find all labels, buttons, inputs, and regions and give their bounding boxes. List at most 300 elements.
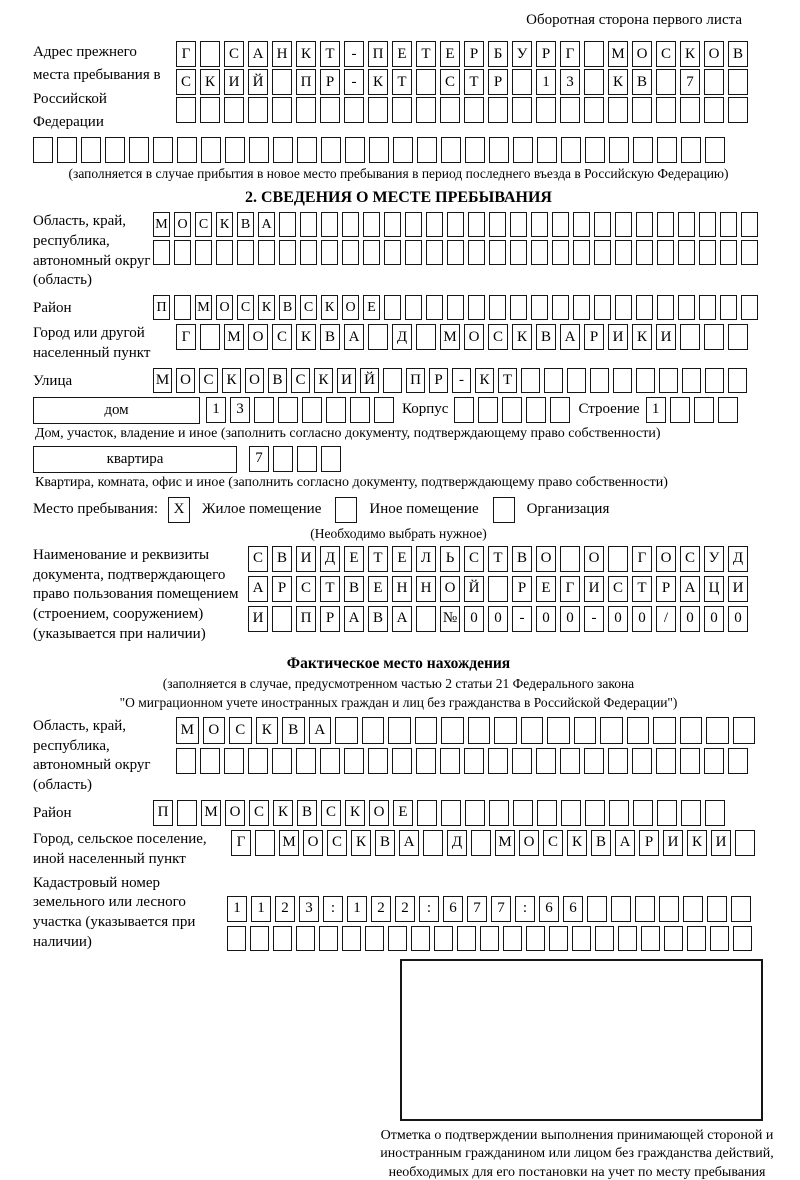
char-cell[interactable] bbox=[513, 137, 533, 163]
char-cell[interactable] bbox=[441, 717, 464, 744]
char-cell[interactable]: С bbox=[656, 41, 676, 67]
char-cell[interactable] bbox=[350, 397, 370, 423]
char-cell[interactable]: А bbox=[248, 41, 268, 67]
char-cell[interactable]: Е bbox=[392, 41, 412, 67]
char-cell[interactable] bbox=[656, 97, 676, 123]
char-cell[interactable] bbox=[567, 368, 586, 393]
char-cell[interactable]: В bbox=[282, 717, 305, 744]
char-cell[interactable]: Н bbox=[392, 576, 412, 602]
char-cell[interactable] bbox=[531, 212, 548, 237]
char-cell[interactable]: С bbox=[229, 717, 252, 744]
char-cell[interactable]: Ц bbox=[704, 576, 724, 602]
char-cell[interactable] bbox=[465, 137, 485, 163]
char-cell[interactable]: Н bbox=[416, 576, 436, 602]
char-cell[interactable] bbox=[416, 97, 436, 123]
char-cell[interactable]: В bbox=[268, 368, 287, 393]
char-cell[interactable] bbox=[585, 800, 605, 826]
char-cell[interactable]: О bbox=[203, 717, 226, 744]
char-cell[interactable] bbox=[296, 97, 316, 123]
char-cell[interactable] bbox=[733, 717, 756, 744]
char-cell[interactable] bbox=[345, 137, 365, 163]
char-cell[interactable] bbox=[615, 212, 632, 237]
char-cell[interactable]: С bbox=[488, 324, 508, 350]
char-cell[interactable]: Д bbox=[320, 546, 340, 572]
char-cell[interactable] bbox=[704, 69, 724, 95]
char-cell[interactable]: О bbox=[584, 546, 604, 572]
char-cell[interactable]: К bbox=[216, 212, 233, 237]
char-cell[interactable] bbox=[417, 137, 437, 163]
char-cell[interactable]: - bbox=[344, 41, 364, 67]
house-type-box[interactable]: дом bbox=[33, 397, 200, 424]
char-cell[interactable]: Й bbox=[360, 368, 379, 393]
char-cell[interactable]: О bbox=[632, 41, 652, 67]
char-cell[interactable]: 0 bbox=[632, 606, 652, 632]
char-cell[interactable]: 0 bbox=[464, 606, 484, 632]
char-cell[interactable]: С bbox=[464, 546, 484, 572]
char-cell[interactable]: И bbox=[584, 576, 604, 602]
char-cell[interactable] bbox=[657, 137, 677, 163]
char-cell[interactable]: О bbox=[216, 295, 233, 320]
char-cell[interactable] bbox=[694, 397, 714, 423]
char-cell[interactable]: 2 bbox=[395, 896, 415, 922]
char-cell[interactable] bbox=[521, 717, 544, 744]
char-cell[interactable]: К bbox=[296, 324, 316, 350]
char-cell[interactable] bbox=[636, 368, 655, 393]
char-cell[interactable]: С bbox=[195, 212, 212, 237]
char-cell[interactable] bbox=[426, 240, 443, 265]
char-cell[interactable] bbox=[636, 240, 653, 265]
char-cell[interactable]: 1 bbox=[227, 896, 247, 922]
char-cell[interactable] bbox=[657, 800, 677, 826]
char-cell[interactable] bbox=[368, 748, 388, 774]
char-cell[interactable]: 3 bbox=[560, 69, 580, 95]
char-cell[interactable] bbox=[618, 926, 637, 951]
char-cell[interactable] bbox=[706, 717, 729, 744]
char-cell[interactable] bbox=[664, 926, 683, 951]
char-cell[interactable] bbox=[57, 137, 77, 163]
char-cell[interactable]: В bbox=[512, 546, 532, 572]
char-cell[interactable]: П bbox=[153, 800, 173, 826]
char-cell[interactable] bbox=[526, 926, 545, 951]
char-cell[interactable]: С bbox=[237, 295, 254, 320]
char-cell[interactable] bbox=[426, 295, 443, 320]
char-cell[interactable]: 1 bbox=[347, 896, 367, 922]
char-cell[interactable] bbox=[552, 240, 569, 265]
char-cell[interactable] bbox=[342, 926, 361, 951]
char-cell[interactable] bbox=[344, 748, 364, 774]
char-cell[interactable] bbox=[488, 748, 508, 774]
char-cell[interactable] bbox=[468, 240, 485, 265]
char-cell[interactable] bbox=[682, 368, 701, 393]
char-cell[interactable] bbox=[550, 397, 570, 423]
char-cell[interactable]: Т bbox=[320, 576, 340, 602]
char-cell[interactable] bbox=[273, 446, 293, 472]
char-cell[interactable]: Д bbox=[447, 830, 467, 856]
char-cell[interactable]: Г bbox=[560, 576, 580, 602]
char-cell[interactable] bbox=[584, 748, 604, 774]
char-cell[interactable] bbox=[200, 324, 220, 350]
char-cell[interactable] bbox=[632, 748, 652, 774]
char-cell[interactable]: О bbox=[369, 800, 389, 826]
char-cell[interactable] bbox=[735, 830, 755, 856]
char-cell[interactable]: А bbox=[615, 830, 635, 856]
stay-type-checkbox-organization[interactable] bbox=[493, 497, 515, 523]
char-cell[interactable]: Р bbox=[320, 69, 340, 95]
char-cell[interactable]: 7 bbox=[680, 69, 700, 95]
char-cell[interactable]: О bbox=[464, 324, 484, 350]
char-cell[interactable] bbox=[632, 97, 652, 123]
char-cell[interactable]: А bbox=[309, 717, 332, 744]
char-cell[interactable]: 0 bbox=[728, 606, 748, 632]
char-cell[interactable] bbox=[195, 240, 212, 265]
char-cell[interactable] bbox=[153, 137, 173, 163]
char-cell[interactable]: К bbox=[314, 368, 333, 393]
char-cell[interactable]: 2 bbox=[275, 896, 295, 922]
char-cell[interactable] bbox=[423, 830, 443, 856]
char-cell[interactable] bbox=[363, 240, 380, 265]
char-cell[interactable] bbox=[720, 212, 737, 237]
char-cell[interactable] bbox=[296, 748, 316, 774]
char-cell[interactable]: 7 bbox=[491, 896, 511, 922]
char-cell[interactable]: С bbox=[291, 368, 310, 393]
char-cell[interactable]: / bbox=[656, 606, 676, 632]
char-cell[interactable]: Р bbox=[656, 576, 676, 602]
char-cell[interactable] bbox=[609, 800, 629, 826]
char-cell[interactable] bbox=[687, 926, 706, 951]
char-cell[interactable]: А bbox=[248, 576, 268, 602]
char-cell[interactable] bbox=[33, 137, 53, 163]
char-cell[interactable]: К bbox=[351, 830, 371, 856]
char-cell[interactable]: Р bbox=[488, 69, 508, 95]
char-cell[interactable] bbox=[225, 137, 245, 163]
char-cell[interactable]: О bbox=[342, 295, 359, 320]
char-cell[interactable] bbox=[224, 97, 244, 123]
char-cell[interactable]: 0 bbox=[560, 606, 580, 632]
char-cell[interactable] bbox=[489, 212, 506, 237]
char-cell[interactable]: 1 bbox=[646, 397, 666, 423]
char-cell[interactable] bbox=[728, 748, 748, 774]
char-cell[interactable] bbox=[560, 748, 580, 774]
char-cell[interactable]: К bbox=[608, 69, 628, 95]
char-cell[interactable]: О bbox=[704, 41, 724, 67]
char-cell[interactable] bbox=[537, 137, 557, 163]
char-cell[interactable]: 0 bbox=[536, 606, 556, 632]
char-cell[interactable] bbox=[272, 97, 292, 123]
char-cell[interactable] bbox=[300, 212, 317, 237]
char-cell[interactable] bbox=[374, 397, 394, 423]
char-cell[interactable] bbox=[608, 748, 628, 774]
char-cell[interactable] bbox=[718, 397, 738, 423]
char-cell[interactable]: В bbox=[297, 800, 317, 826]
char-cell[interactable] bbox=[326, 397, 346, 423]
char-cell[interactable] bbox=[227, 926, 246, 951]
char-cell[interactable] bbox=[457, 926, 476, 951]
char-cell[interactable]: Д bbox=[392, 324, 412, 350]
char-cell[interactable] bbox=[595, 926, 614, 951]
char-cell[interactable]: П bbox=[368, 41, 388, 67]
char-cell[interactable]: 3 bbox=[230, 397, 250, 423]
apartment-type-box[interactable]: квартира bbox=[33, 446, 237, 473]
char-cell[interactable] bbox=[681, 137, 701, 163]
char-cell[interactable]: 6 bbox=[563, 896, 583, 922]
char-cell[interactable] bbox=[153, 240, 170, 265]
char-cell[interactable] bbox=[573, 295, 590, 320]
char-cell[interactable]: Е bbox=[392, 546, 412, 572]
char-cell[interactable]: И bbox=[296, 546, 316, 572]
char-cell[interactable]: К bbox=[632, 324, 652, 350]
char-cell[interactable] bbox=[368, 324, 388, 350]
char-cell[interactable] bbox=[258, 240, 275, 265]
char-cell[interactable]: С bbox=[440, 69, 460, 95]
char-cell[interactable]: В bbox=[279, 295, 296, 320]
char-cell[interactable]: Й bbox=[248, 69, 268, 95]
char-cell[interactable]: И bbox=[224, 69, 244, 95]
char-cell[interactable] bbox=[129, 137, 149, 163]
char-cell[interactable] bbox=[384, 295, 401, 320]
char-cell[interactable] bbox=[365, 926, 384, 951]
char-cell[interactable] bbox=[489, 137, 509, 163]
char-cell[interactable] bbox=[297, 446, 317, 472]
char-cell[interactable] bbox=[636, 212, 653, 237]
char-cell[interactable]: 0 bbox=[488, 606, 508, 632]
char-cell[interactable] bbox=[471, 830, 491, 856]
char-cell[interactable] bbox=[741, 212, 758, 237]
char-cell[interactable] bbox=[728, 324, 748, 350]
char-cell[interactable] bbox=[594, 295, 611, 320]
char-cell[interactable]: О bbox=[656, 546, 676, 572]
char-cell[interactable] bbox=[441, 137, 461, 163]
char-cell[interactable] bbox=[584, 41, 604, 67]
char-cell[interactable] bbox=[699, 295, 716, 320]
char-cell[interactable] bbox=[704, 97, 724, 123]
char-cell[interactable]: 1 bbox=[536, 69, 556, 95]
char-cell[interactable] bbox=[405, 295, 422, 320]
char-cell[interactable] bbox=[342, 240, 359, 265]
char-cell[interactable]: - bbox=[452, 368, 471, 393]
char-cell[interactable]: А bbox=[560, 324, 580, 350]
char-cell[interactable] bbox=[362, 717, 385, 744]
char-cell[interactable]: 7 bbox=[249, 446, 269, 472]
char-cell[interactable] bbox=[200, 41, 220, 67]
char-cell[interactable] bbox=[641, 926, 660, 951]
char-cell[interactable] bbox=[657, 295, 674, 320]
char-cell[interactable]: Д bbox=[728, 546, 748, 572]
char-cell[interactable] bbox=[250, 926, 269, 951]
char-cell[interactable] bbox=[731, 896, 751, 922]
char-cell[interactable] bbox=[552, 295, 569, 320]
char-cell[interactable]: О bbox=[536, 546, 556, 572]
char-cell[interactable] bbox=[200, 97, 220, 123]
char-cell[interactable] bbox=[224, 748, 244, 774]
char-cell[interactable]: Г bbox=[176, 41, 196, 67]
char-cell[interactable] bbox=[572, 926, 591, 951]
char-cell[interactable]: О bbox=[519, 830, 539, 856]
char-cell[interactable] bbox=[363, 212, 380, 237]
char-cell[interactable] bbox=[480, 926, 499, 951]
char-cell[interactable] bbox=[585, 137, 605, 163]
char-cell[interactable]: К bbox=[368, 69, 388, 95]
char-cell[interactable]: Е bbox=[363, 295, 380, 320]
char-cell[interactable]: К bbox=[687, 830, 707, 856]
char-cell[interactable]: Г bbox=[231, 830, 251, 856]
char-cell[interactable] bbox=[728, 368, 747, 393]
char-cell[interactable] bbox=[297, 137, 317, 163]
char-cell[interactable]: О bbox=[440, 576, 460, 602]
char-cell[interactable] bbox=[417, 800, 437, 826]
char-cell[interactable]: - bbox=[512, 606, 532, 632]
char-cell[interactable] bbox=[544, 368, 563, 393]
char-cell[interactable]: С bbox=[249, 800, 269, 826]
char-cell[interactable]: Л bbox=[416, 546, 436, 572]
char-cell[interactable] bbox=[510, 295, 527, 320]
char-cell[interactable] bbox=[573, 240, 590, 265]
char-cell[interactable]: И bbox=[337, 368, 356, 393]
char-cell[interactable] bbox=[393, 137, 413, 163]
char-cell[interactable] bbox=[635, 896, 655, 922]
char-cell[interactable] bbox=[526, 397, 546, 423]
char-cell[interactable]: А bbox=[392, 606, 412, 632]
char-cell[interactable]: В bbox=[237, 212, 254, 237]
char-cell[interactable]: М bbox=[153, 368, 172, 393]
char-cell[interactable]: А bbox=[399, 830, 419, 856]
char-cell[interactable]: Е bbox=[393, 800, 413, 826]
char-cell[interactable]: Т bbox=[368, 546, 388, 572]
char-cell[interactable]: Р bbox=[512, 576, 532, 602]
char-cell[interactable] bbox=[321, 240, 338, 265]
char-cell[interactable]: Ь bbox=[440, 546, 460, 572]
char-cell[interactable] bbox=[609, 137, 629, 163]
char-cell[interactable] bbox=[561, 137, 581, 163]
char-cell[interactable] bbox=[547, 717, 570, 744]
char-cell[interactable]: У bbox=[512, 41, 532, 67]
char-cell[interactable] bbox=[454, 397, 474, 423]
char-cell[interactable] bbox=[670, 397, 690, 423]
char-cell[interactable]: М bbox=[608, 41, 628, 67]
char-cell[interactable]: А bbox=[258, 212, 275, 237]
char-cell[interactable]: С bbox=[608, 576, 628, 602]
char-cell[interactable] bbox=[728, 69, 748, 95]
char-cell[interactable] bbox=[560, 546, 580, 572]
char-cell[interactable]: С bbox=[176, 69, 196, 95]
char-cell[interactable] bbox=[255, 830, 275, 856]
char-cell[interactable] bbox=[636, 295, 653, 320]
char-cell[interactable]: К bbox=[256, 717, 279, 744]
char-cell[interactable] bbox=[510, 240, 527, 265]
char-cell[interactable]: А bbox=[344, 324, 364, 350]
char-cell[interactable] bbox=[560, 97, 580, 123]
char-cell[interactable]: Г bbox=[176, 324, 196, 350]
char-cell[interactable]: 0 bbox=[608, 606, 628, 632]
char-cell[interactable] bbox=[627, 717, 650, 744]
char-cell[interactable]: В bbox=[632, 69, 652, 95]
char-cell[interactable]: О bbox=[245, 368, 264, 393]
char-cell[interactable]: С bbox=[199, 368, 218, 393]
char-cell[interactable]: И bbox=[663, 830, 683, 856]
char-cell[interactable] bbox=[279, 240, 296, 265]
char-cell[interactable] bbox=[176, 748, 196, 774]
char-cell[interactable] bbox=[177, 137, 197, 163]
char-cell[interactable] bbox=[416, 606, 436, 632]
char-cell[interactable]: С bbox=[327, 830, 347, 856]
char-cell[interactable] bbox=[321, 446, 341, 472]
char-cell[interactable] bbox=[464, 97, 484, 123]
char-cell[interactable] bbox=[464, 748, 484, 774]
char-cell[interactable]: Т bbox=[464, 69, 484, 95]
char-cell[interactable] bbox=[321, 212, 338, 237]
char-cell[interactable] bbox=[613, 368, 632, 393]
char-cell[interactable] bbox=[465, 800, 485, 826]
char-cell[interactable]: Р bbox=[272, 576, 292, 602]
char-cell[interactable]: К bbox=[321, 295, 338, 320]
char-cell[interactable] bbox=[699, 240, 716, 265]
char-cell[interactable]: 1 bbox=[206, 397, 226, 423]
char-cell[interactable] bbox=[503, 926, 522, 951]
char-cell[interactable]: О bbox=[225, 800, 245, 826]
char-cell[interactable] bbox=[321, 137, 341, 163]
char-cell[interactable] bbox=[710, 926, 729, 951]
char-cell[interactable]: Т bbox=[498, 368, 517, 393]
char-cell[interactable]: В bbox=[344, 576, 364, 602]
char-cell[interactable] bbox=[320, 748, 340, 774]
char-cell[interactable] bbox=[320, 97, 340, 123]
char-cell[interactable] bbox=[681, 800, 701, 826]
char-cell[interactable]: : bbox=[419, 896, 439, 922]
char-cell[interactable] bbox=[615, 295, 632, 320]
char-cell[interactable] bbox=[720, 240, 737, 265]
char-cell[interactable]: С bbox=[300, 295, 317, 320]
char-cell[interactable]: К bbox=[475, 368, 494, 393]
char-cell[interactable] bbox=[440, 748, 460, 774]
char-cell[interactable] bbox=[388, 717, 411, 744]
char-cell[interactable] bbox=[447, 295, 464, 320]
char-cell[interactable]: - bbox=[584, 606, 604, 632]
char-cell[interactable] bbox=[680, 324, 700, 350]
char-cell[interactable] bbox=[254, 397, 274, 423]
char-cell[interactable]: А bbox=[680, 576, 700, 602]
char-cell[interactable]: М bbox=[176, 717, 199, 744]
char-cell[interactable] bbox=[416, 324, 436, 350]
char-cell[interactable]: И bbox=[728, 576, 748, 602]
char-cell[interactable] bbox=[296, 926, 315, 951]
char-cell[interactable]: Е bbox=[440, 41, 460, 67]
char-cell[interactable] bbox=[272, 69, 292, 95]
char-cell[interactable] bbox=[608, 546, 628, 572]
char-cell[interactable] bbox=[699, 212, 716, 237]
char-cell[interactable] bbox=[489, 800, 509, 826]
char-cell[interactable]: Б bbox=[488, 41, 508, 67]
char-cell[interactable] bbox=[594, 212, 611, 237]
char-cell[interactable]: Е bbox=[536, 576, 556, 602]
char-cell[interactable] bbox=[488, 576, 508, 602]
char-cell[interactable]: И bbox=[711, 830, 731, 856]
char-cell[interactable] bbox=[704, 748, 724, 774]
char-cell[interactable]: 7 bbox=[467, 896, 487, 922]
char-cell[interactable]: О bbox=[248, 324, 268, 350]
char-cell[interactable] bbox=[680, 97, 700, 123]
char-cell[interactable] bbox=[659, 896, 679, 922]
char-cell[interactable] bbox=[405, 240, 422, 265]
char-cell[interactable] bbox=[549, 926, 568, 951]
char-cell[interactable]: Е bbox=[368, 576, 388, 602]
char-cell[interactable] bbox=[512, 69, 532, 95]
char-cell[interactable] bbox=[344, 97, 364, 123]
char-cell[interactable] bbox=[494, 717, 517, 744]
char-cell[interactable] bbox=[594, 240, 611, 265]
char-cell[interactable]: С bbox=[272, 324, 292, 350]
char-cell[interactable]: Р bbox=[320, 606, 340, 632]
char-cell[interactable]: В bbox=[272, 546, 292, 572]
char-cell[interactable]: К bbox=[273, 800, 293, 826]
